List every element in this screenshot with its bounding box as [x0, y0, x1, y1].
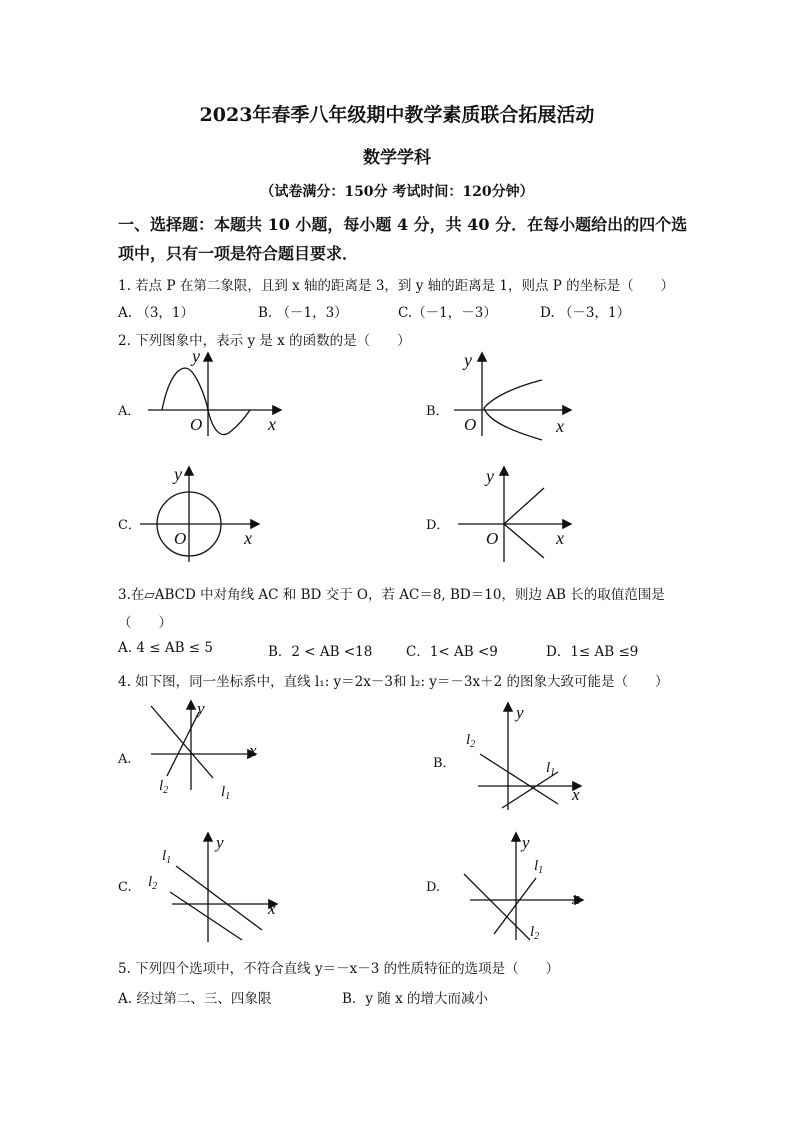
q1-option-b: B. （－1，3）	[258, 305, 348, 321]
svg-text:l2	[530, 924, 539, 942]
q3-stem: 3.在▱ABCD 中对角线 AC 和 BD 交于 O，若 AC＝8, BD＝10，则边 AB 长的取值范围是	[118, 587, 665, 603]
q4c-x-label: x	[268, 899, 276, 918]
page-subject: 数学学科	[363, 148, 431, 168]
q2c-origin-label: O	[174, 529, 187, 548]
q4-graph-d	[460, 830, 590, 945]
q2a-y-label: y	[192, 346, 200, 366]
q4b-l2-label: l	[466, 732, 471, 748]
q2b-x-label: x	[556, 416, 564, 436]
svg-text:l1	[534, 858, 543, 876]
svg-text:l2	[466, 732, 475, 750]
q4a-l1-sub: 1	[225, 791, 231, 802]
svg-text:l1	[221, 784, 230, 802]
q4b-y-label: y	[516, 703, 524, 722]
q4d-l2-sub: 2	[534, 931, 540, 942]
svg-text:l2	[148, 874, 157, 892]
q4-stem: 4. 如下图，同一坐标系中，直线 l₁: y＝2x－3和 l₂: y＝－3x＋2 的图象大致可能是（ ）	[118, 674, 669, 690]
q3-option-b: B．2 < AB <18	[268, 644, 373, 660]
q3-paren: （ ）	[118, 615, 172, 631]
q4-label-a: A.	[118, 752, 132, 767]
section-heading-line2: 项中，只有一项是符合题目要求．	[118, 244, 359, 263]
q4a-l2-sub: 2	[163, 785, 169, 796]
q4c-y-label: y	[216, 833, 224, 852]
q4-label-c: C.	[118, 880, 132, 895]
q2-stem: 2. 下列图象中，表示 y 是 x 的函数的是（ ）	[118, 333, 411, 349]
q4d-y-label: y	[522, 833, 530, 852]
svg-text:l2	[159, 778, 168, 796]
q1-option-c: C.（－1，－3）	[398, 305, 497, 321]
q4-label-b: B．	[433, 756, 456, 771]
q2-graph-a	[140, 348, 290, 438]
q3-option-d: D．1≤ AB ≤9	[546, 644, 639, 660]
exam-info: （试卷满分：150分 考试时间：120分钟）	[260, 184, 534, 200]
q3-option-c: C．1< AB <9	[406, 644, 498, 660]
q5-option-a: A. 经过第二、三、四象限	[118, 991, 272, 1007]
q4-graph-b	[462, 700, 587, 810]
q4d-l1-label: l	[534, 858, 539, 874]
q2-graph-b	[448, 348, 578, 438]
q4d-x-label: x	[572, 889, 580, 908]
q2a-origin-label: O	[190, 415, 203, 434]
q2b-y-label: y	[464, 350, 472, 370]
q4d-l1-sub: 1	[538, 865, 544, 876]
q1-stem: 1. 若点 P 在第二象限，且到 x 轴的距离是 3，到 y 轴的距离是 1，则点 P 的坐标是（ ）	[118, 278, 675, 294]
q2-label-d: D．	[426, 518, 450, 533]
page-title: 2023年春季八年级期中教学素质联合拓展活动	[199, 104, 595, 126]
svg-text:l1	[546, 760, 555, 778]
q4a-l2-label: l	[159, 778, 164, 794]
q2-label-a: A．	[118, 404, 141, 419]
q2d-x-label: x	[556, 528, 564, 548]
q2-label-b: B．	[426, 404, 449, 419]
q2a-x-label: x	[268, 414, 276, 434]
q2-graph-c	[140, 462, 270, 562]
q4c-l2-label: l	[148, 874, 153, 890]
q4-graph-a	[145, 698, 270, 803]
q2b-origin-label: O	[464, 415, 477, 434]
q4a-l1-label: l	[221, 784, 226, 800]
q2c-x-label: x	[244, 528, 252, 548]
q4-graph-c	[148, 830, 282, 945]
q4a-x-label: x	[249, 741, 257, 760]
q1-option-a: A. （3，1）	[118, 305, 195, 321]
q4c-l1-label: l	[162, 848, 167, 864]
q4b-l2-sub: 2	[470, 739, 476, 750]
q3-option-a: A. 4 ≤ AB ≤ 5	[118, 640, 213, 656]
q4a-y-label: y	[197, 699, 205, 718]
q4c-l1-sub: 1	[166, 855, 172, 866]
svg-text:l1	[162, 848, 171, 866]
q2-graph-d	[448, 462, 578, 562]
q2-label-c: C．	[118, 518, 141, 533]
section-heading-line1: 一、选择题：本题共 10 小题，每小题 4 分，共 40 分．在每小题给出的四个选	[118, 215, 688, 234]
q4-label-d: D.	[426, 880, 441, 895]
q4d-l2-label: l	[530, 924, 535, 940]
q5-option-b: B．y 随 x 的增大而减小	[342, 991, 489, 1007]
q2d-origin-label: O	[486, 529, 499, 548]
q4b-l1-sub: 1	[550, 767, 556, 778]
q1-option-d: D. （－3，1）	[540, 305, 631, 321]
q5-stem: 5. 下列四个选项中，不符合直线 y＝－x－3 的性质特征的选项是（ ）	[118, 961, 560, 977]
q2d-y-label: y	[486, 466, 494, 486]
q4c-l2-sub: 2	[152, 881, 158, 892]
q4b-x-label: x	[572, 785, 580, 804]
q2c-y-label: y	[174, 464, 182, 484]
q4b-l1-label: l	[546, 760, 551, 776]
